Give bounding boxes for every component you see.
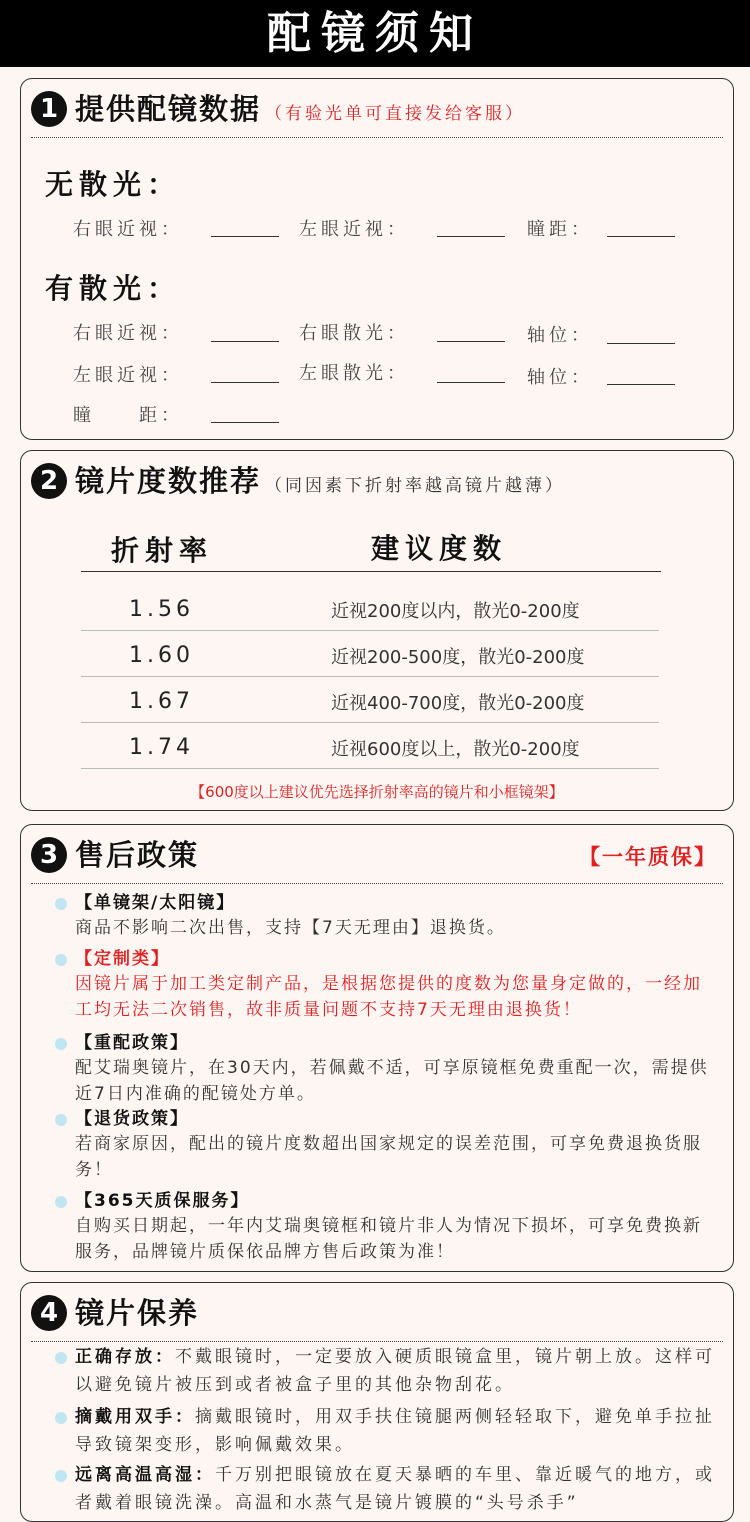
input-line[interactable]	[607, 236, 675, 237]
field-label: 右眼近视：	[73, 219, 183, 240]
section-subtitle: （有验光单可直接发给客服）	[265, 104, 526, 124]
section-title-text: 提供配镜数据	[75, 92, 262, 126]
section-number-2: 2	[31, 463, 67, 499]
field-label: 轴位：	[527, 325, 593, 346]
astigmatism-label: 有散光：	[41, 267, 185, 307]
divider	[31, 1341, 723, 1342]
section-title	[75, 459, 565, 500]
policy-title: 【单镜架/太阳镜】	[75, 893, 236, 913]
section-title: 售后政策	[75, 838, 200, 872]
care-title: 正确存放：	[75, 1347, 175, 1367]
policy-item	[55, 1031, 719, 1107]
column-header-recommended-degree: 建议度数	[371, 532, 508, 565]
policy-text: 商品不影响二次出售，支持【7天无理由】退换货。	[75, 918, 506, 938]
section-number-3: 3	[31, 837, 67, 873]
section-provide-data	[20, 78, 734, 440]
care-title: 远离高温高湿：	[75, 1465, 215, 1485]
input-line[interactable]	[437, 236, 505, 237]
refractive-index: 1.74	[129, 735, 194, 760]
care-item	[55, 1403, 719, 1459]
section-after-sales	[20, 824, 734, 1272]
input-line[interactable]	[607, 384, 675, 385]
field-label: 左眼散光：	[299, 363, 409, 384]
care-item	[55, 1343, 719, 1399]
input-line[interactable]	[607, 343, 675, 344]
section-number-1: 1	[31, 91, 67, 127]
table-divider	[81, 571, 661, 572]
policy-text: 若商家原因，配出的镜片度数超出国家规定的误差范围，可享免费退换货服务！	[75, 1134, 702, 1180]
policy-text: 配艾瑞奥镜片，在30天内，若佩戴不适，可享原镜框免费重配一次，需提供近7日内准确的配镜处方单。	[75, 1058, 709, 1104]
policy-title: 【365天质保服务】	[75, 1191, 250, 1211]
bullet-icon	[55, 1412, 67, 1424]
care-text: 千万别把眼镜放在夏天暴晒的车里、靠近暖气的地方，或者戴着眼镜洗澡。高温和水蒸气是镜片镀膜的“头号杀手”	[75, 1465, 715, 1513]
care-title: 摘戴用双手：	[75, 1407, 195, 1427]
recommendation-note: 【600度以上建议优先选择折射率高的镜片和小框镜架】	[190, 783, 564, 801]
policy-title: 【定制类】	[75, 949, 170, 969]
policy-item	[55, 947, 719, 1023]
section-subtitle: （同因素下折射率越高镜片越薄）	[265, 476, 566, 496]
policy-item	[55, 891, 719, 941]
field-label: 瞳 距：	[73, 405, 183, 426]
field-label: 右眼近视：	[73, 323, 183, 344]
column-header-refractive-index: 折射率	[111, 534, 214, 567]
refractive-index: 1.56	[129, 597, 194, 622]
care-text: 不戴眼镜时，一定要放入硬质眼镜盒里，镜片朝上放。这样可以避免镜片被压到或者被盒子里的其他杂物刮花。	[75, 1347, 715, 1395]
bullet-icon	[55, 1352, 67, 1364]
field-label: 左眼近视：	[73, 365, 183, 386]
refractive-index: 1.60	[129, 643, 194, 668]
policy-text: 因镜片属于加工类定制产品，是根据您提供的度数为您量身定做的，一经加工均无法二次销售，故非质量问题不支持7天无理由退换货！	[75, 974, 702, 1020]
section-title: 镜片保养	[75, 1296, 200, 1330]
bullet-icon	[55, 1114, 67, 1126]
field-label: 左眼近视：	[299, 219, 409, 240]
field-label: 右眼散光：	[299, 323, 409, 344]
input-line[interactable]	[211, 236, 279, 237]
section-lens-care	[20, 1282, 734, 1522]
policy-item	[55, 1189, 719, 1265]
table-row	[81, 631, 659, 677]
section-title	[75, 87, 525, 128]
bullet-icon	[55, 954, 67, 966]
section-title-text: 镜片度数推荐	[75, 464, 262, 498]
recommended-degree: 近视600度以上，散光0-200度	[331, 739, 580, 760]
table-row	[81, 723, 659, 769]
divider	[31, 137, 723, 138]
section-lens-recommendation	[20, 450, 734, 811]
policy-title: 【重配政策】	[75, 1033, 189, 1053]
policy-item	[55, 1107, 719, 1183]
input-line[interactable]	[437, 341, 505, 342]
bullet-icon	[55, 898, 67, 910]
input-line[interactable]	[437, 382, 505, 383]
input-line[interactable]	[211, 341, 279, 342]
bullet-icon	[55, 1196, 67, 1208]
table-row	[81, 585, 659, 631]
divider	[31, 883, 723, 884]
field-label: 轴位：	[527, 367, 593, 388]
section-number-4: 4	[31, 1295, 67, 1331]
bullet-icon	[55, 1038, 67, 1050]
page-header	[0, 0, 750, 67]
care-text: 摘戴眼镜时，用双手扶住镜腿两侧轻轻取下，避免单手拉扯导致镜架变形，影响佩戴效果。	[75, 1407, 715, 1455]
bullet-icon	[55, 1470, 67, 1482]
no-astigmatism-label: 无散光：	[41, 163, 185, 203]
input-line[interactable]	[211, 422, 279, 423]
care-item	[55, 1461, 719, 1517]
refractive-index: 1.67	[129, 689, 194, 714]
page-title: 配镜须知	[267, 8, 483, 59]
input-line[interactable]	[211, 382, 279, 383]
recommended-degree: 近视400-700度，散光0-200度	[331, 693, 585, 714]
field-label: 瞳距：	[527, 219, 593, 240]
recommended-degree: 近视200-500度，散光0-200度	[331, 647, 585, 668]
warranty-badge: 【一年质保】	[579, 845, 717, 869]
policy-title: 【退货政策】	[75, 1109, 189, 1129]
table-row	[81, 677, 659, 723]
recommended-degree: 近视200度以内，散光0-200度	[331, 601, 580, 622]
policy-text: 自购买日期起，一年内艾瑞奥镜框和镜片非人为情况下损坏，可享免费换新服务，品牌镜片质保依品牌方售后政策为准！	[75, 1216, 702, 1262]
